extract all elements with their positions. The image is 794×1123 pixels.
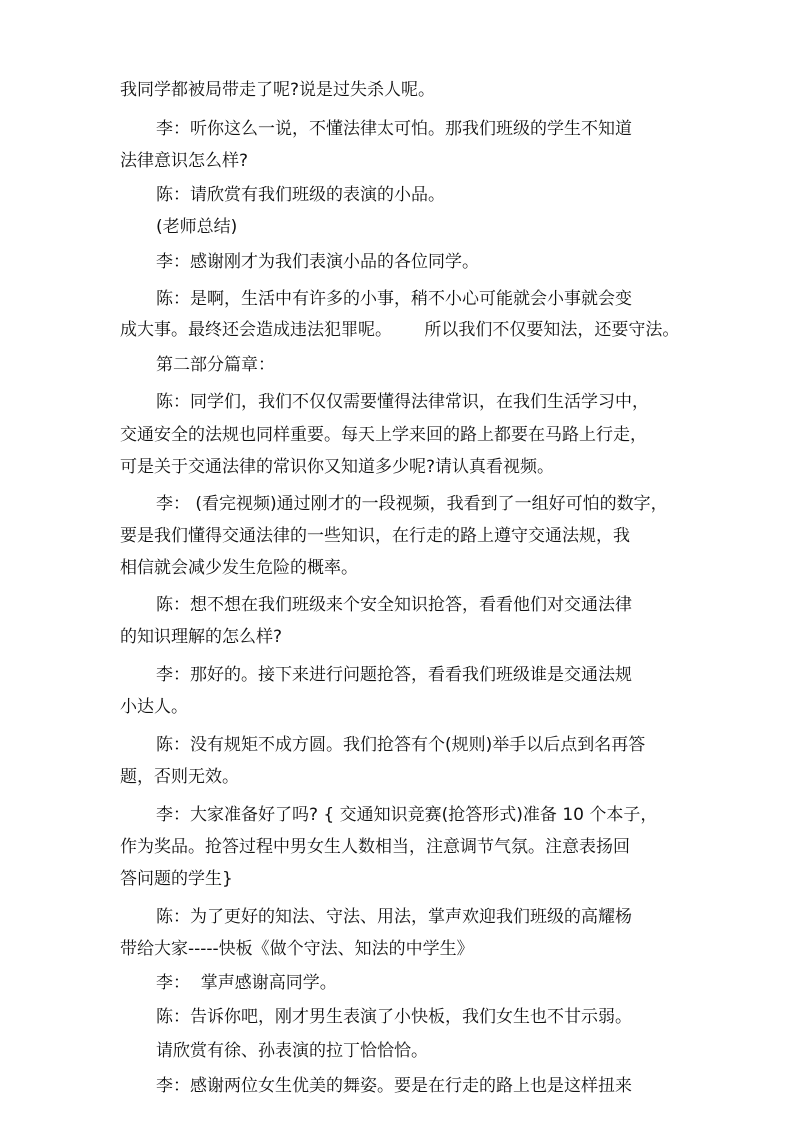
text-line: 题，否则无效。: [120, 767, 239, 787]
text-line: 成大事。最终还会造成违法犯罪呢。 所以我们不仅要知法，还要守法。: [120, 320, 680, 340]
text-line: 陈：为了更好的知法、守法、用法，掌声欢迎我们班级的高耀杨: [156, 907, 632, 927]
text-line: 陈：是啊，生活中有许多的小事，稍不小心可能就会小事就会变: [156, 289, 632, 309]
text-line: 小达人。: [120, 697, 188, 717]
text-line: 答问题的学生}: [120, 869, 233, 889]
text-line: 陈：想不想在我们班级来个安全知识抢答，看看他们对交通法律: [156, 595, 632, 615]
text-line: 陈：同学们，我们不仅仅需要懂得法律常识，在我们生活学习中，: [156, 392, 649, 412]
text-line: 我同学都被局带走了呢?说是过失杀人呢。: [120, 80, 436, 100]
text-line: 可是关于交通法律的常识你又知道多少呢?请认真看视频。: [120, 457, 555, 477]
text-line: 要是我们懂得交通法律的一些知识，在行走的路上遵守交通法规，我: [120, 526, 630, 546]
text-line: 李：大家准备好了吗? { 交通知识竞赛(抢答形式)准备 10 个本子，: [156, 805, 658, 825]
text-line: 李： (看完视频)通过刚才的一段视频，我看到了一组好可怕的数字，: [156, 494, 668, 514]
text-line: 陈：请欣赏有我们班级的表演的小品。: [156, 185, 445, 205]
text-line: 带给大家-----快板《做个守法、知法的中学生》: [120, 939, 474, 959]
text-line: 李： 掌声感谢高同学。: [156, 973, 337, 993]
text-line: 请欣赏有徐、孙表演的拉丁恰恰恰。: [156, 1041, 428, 1061]
text-line: (老师总结): [156, 217, 238, 237]
text-line: 作为奖品。抢答过程中男女生人数相当，注意调节气氛。注意表扬回: [120, 837, 630, 857]
text-line: 李：感谢刚才为我们表演小品的各位同学。: [156, 252, 479, 272]
text-line: 相信就会减少发生危险的概率。: [120, 558, 358, 578]
text-line: 交通安全的法规也同样重要。每天上学来回的路上都要在马路上行走，: [120, 425, 647, 445]
text-line: 陈：没有规矩不成方圆。我们抢答有个(规则)举手以后点到名再答: [156, 735, 646, 755]
text-line: 李：听你这么一说，不懂法律太可怕。那我们班级的学生不知道: [156, 119, 632, 139]
text-line: 李：那好的。接下来进行问题抢答，看看我们班级谁是交通法规: [156, 665, 632, 685]
text-line: 法律意识怎么样?: [120, 151, 249, 171]
text-line: 陈：告诉你吧，刚才男生表演了小快板，我们女生也不甘示弱。: [156, 1007, 632, 1027]
text-line: 的知识理解的怎么样?: [120, 627, 283, 647]
text-line: 第二部分篇章：: [156, 355, 275, 375]
text-line: 李：感谢两位女生优美的舞姿。要是在行走的路上也是这样扭来: [156, 1076, 632, 1096]
